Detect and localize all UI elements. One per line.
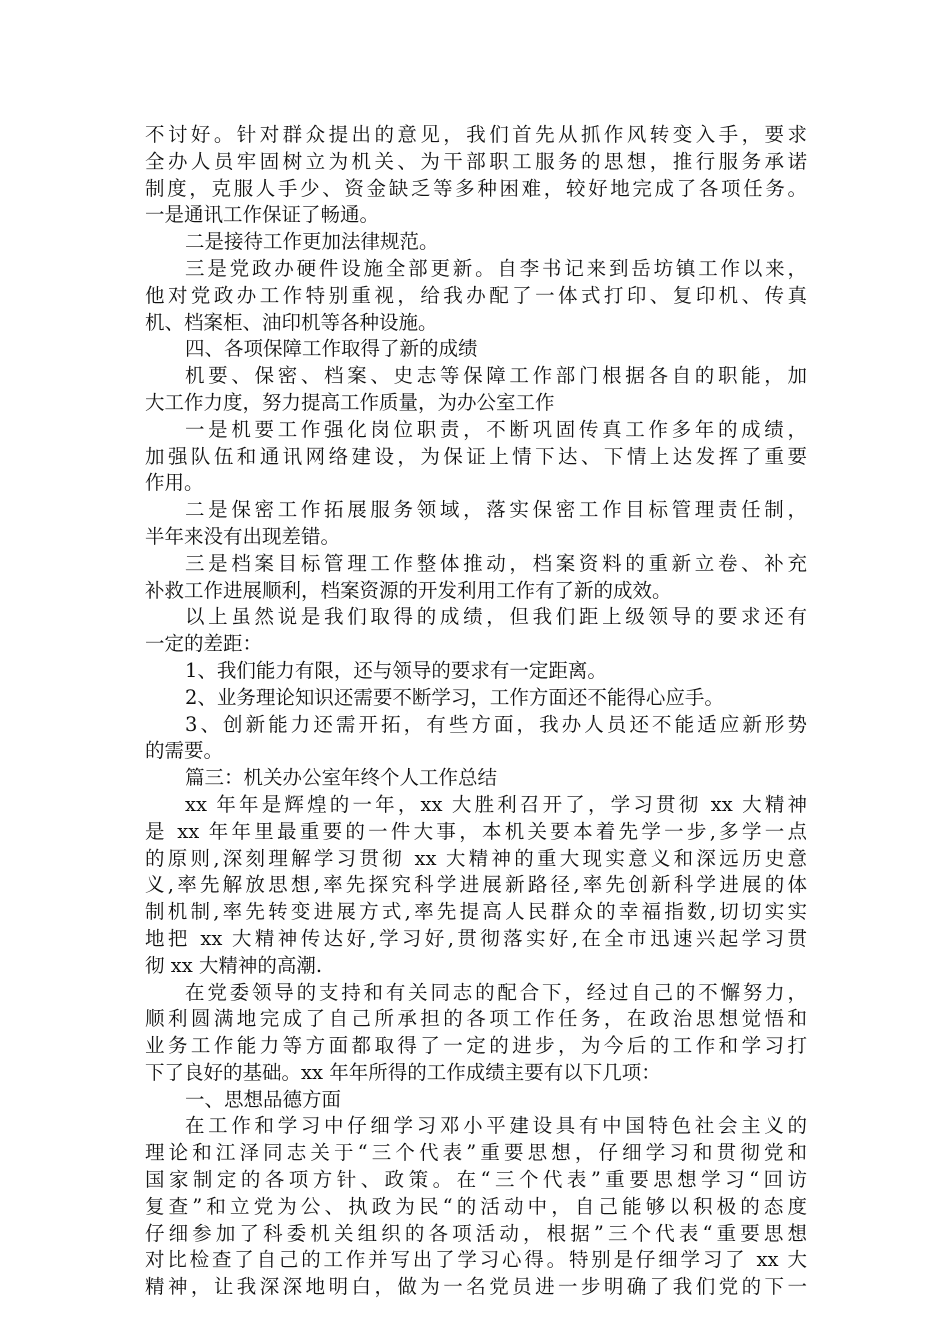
text-line: 补救工作进展顺利，档案资源的开发利用工作有了新的成效。 [145,578,672,602]
text-line: 二是接待工作更加法律规范。 [185,230,439,254]
text-line: 对比检查了自己的工作并写出了学习心得。特别是仔细学习了 xx 大 [145,1248,807,1272]
text-line: 一是机要工作强化岗位职责，不断巩固传真工作多年的成绩， [185,417,807,441]
text-line: 制机制,率先转变进展方式,率先提高人民群众的幸福指数,切切实实 [145,900,807,924]
text-line: 的需要。 [145,739,224,763]
text-line: 彻 xx 大精神的高潮. [145,953,323,977]
text-line: 精神，让我深深地明白，做为一名党员进一步明确了我们党的下一 [145,1275,807,1299]
text-line: xx 年年是辉煌的一年，xx 大胜利召开了，学习贯彻 xx 大精神 [185,792,807,816]
text-line: 3、创新能力还需开拓，有些方面，我办人员还不能适应新形势 [185,712,807,736]
text-line: 仔细参加了科委机关组织的各项活动，根据”三个代表“重要思想 [145,1221,807,1245]
text-line: 业务工作能力等方面都取得了一定的进步，为今后的工作和学习打 [145,1034,807,1058]
text-line: 国家制定的各项方针、政策。在“三个代表”重要思想学习“回访 [145,1168,807,1192]
document-body [145,122,807,1301]
text-line: 机要、保密、档案、史志等保障工作部门根据各自的职能，加 [185,364,807,388]
text-line: 在工作和学习中仔细学习邓小平建设具有中国特色社会主义的 [185,1114,807,1138]
text-line: 他对党政办工作特别重视，给我办配了一体式打印、复印机、传真 [145,283,807,307]
text-line: 半年来没有出现差错。 [145,524,341,548]
text-line: 四、各项保障工作取得了新的成绩 [185,337,478,361]
text-line: 作用。 [145,471,204,495]
text-line: 以上虽然说是我们取得的成绩，但我们距上级领导的要求还有 [185,605,807,629]
text-line: 二是保密工作拓展服务领域，落实保密工作目标管理责任制， [185,498,807,522]
text-line: 2、业务理论知识还需要不断学习，工作方面还不能得心应手。 [185,685,724,709]
text-line: 制度，克服人手少、资金缺乏等多种困难，较好地完成了各项任务。 [145,176,807,200]
text-line: 顺利圆满地完成了自己所承担的各项工作任务，在政治思想觉悟和 [145,1007,807,1031]
text-line: 篇三：机关办公室年终个人工作总结 [185,766,498,790]
text-line: 全办人员牢固树立为机关、为干部职工服务的思想，推行服务承诺 [145,149,807,173]
text-line: 在党委领导的支持和有关同志的配合下，经过自己的不懈努力， [185,980,807,1004]
text-line: 机、档案柜、油印机等各种设施。 [145,310,438,334]
text-line: 一是通讯工作保证了畅通。 [145,203,380,227]
text-line: 1、我们能力有限，还与领导的要求有一定距离。 [185,658,607,682]
text-line: 大工作力度，努力提高工作质量，为办公室工作 [145,390,555,414]
text-line: 理论和江泽同志关于“三个代表”重要思想，仔细学习和贯彻党和 [145,1141,807,1165]
text-line: 一、思想品德方面 [185,1087,342,1111]
text-line: 复查”和立党为公、执政为民“的活动中，自己能够以积极的态度 [145,1194,807,1218]
text-line: 下了良好的基础。xx 年年所得的工作成绩主要有以下几项： [145,1060,661,1084]
text-line: 加强队伍和通讯网络建设，为保证上情下达、下情上达发挥了重要 [145,444,807,468]
text-line: 地把 xx 大精神传达好,学习好,贯彻落实好,在全市迅速兴起学习贯 [145,926,807,950]
text-line: 的原则,深刻理解学习贯彻 xx 大精神的重大现实意义和深远历史意 [145,846,807,870]
text-line: 一定的差距： [145,632,263,656]
text-line: 三是党政办硬件设施全部更新。自李书记来到岳坊镇工作以来， [185,256,807,280]
text-line: 义,率先解放思想,率先探究科学进展新路径,率先创新科学进展的体 [145,873,807,897]
text-line: 是 xx 年年里最重要的一件大事，本机关要本着先学一步,多学一点 [145,819,807,843]
text-line: 三是档案目标管理工作整体推动，档案资料的重新立卷、补充 [185,551,807,575]
text-line: 不讨好。针对群众提出的意见，我们首先从抓作风转变入手，要求 [145,123,807,146]
